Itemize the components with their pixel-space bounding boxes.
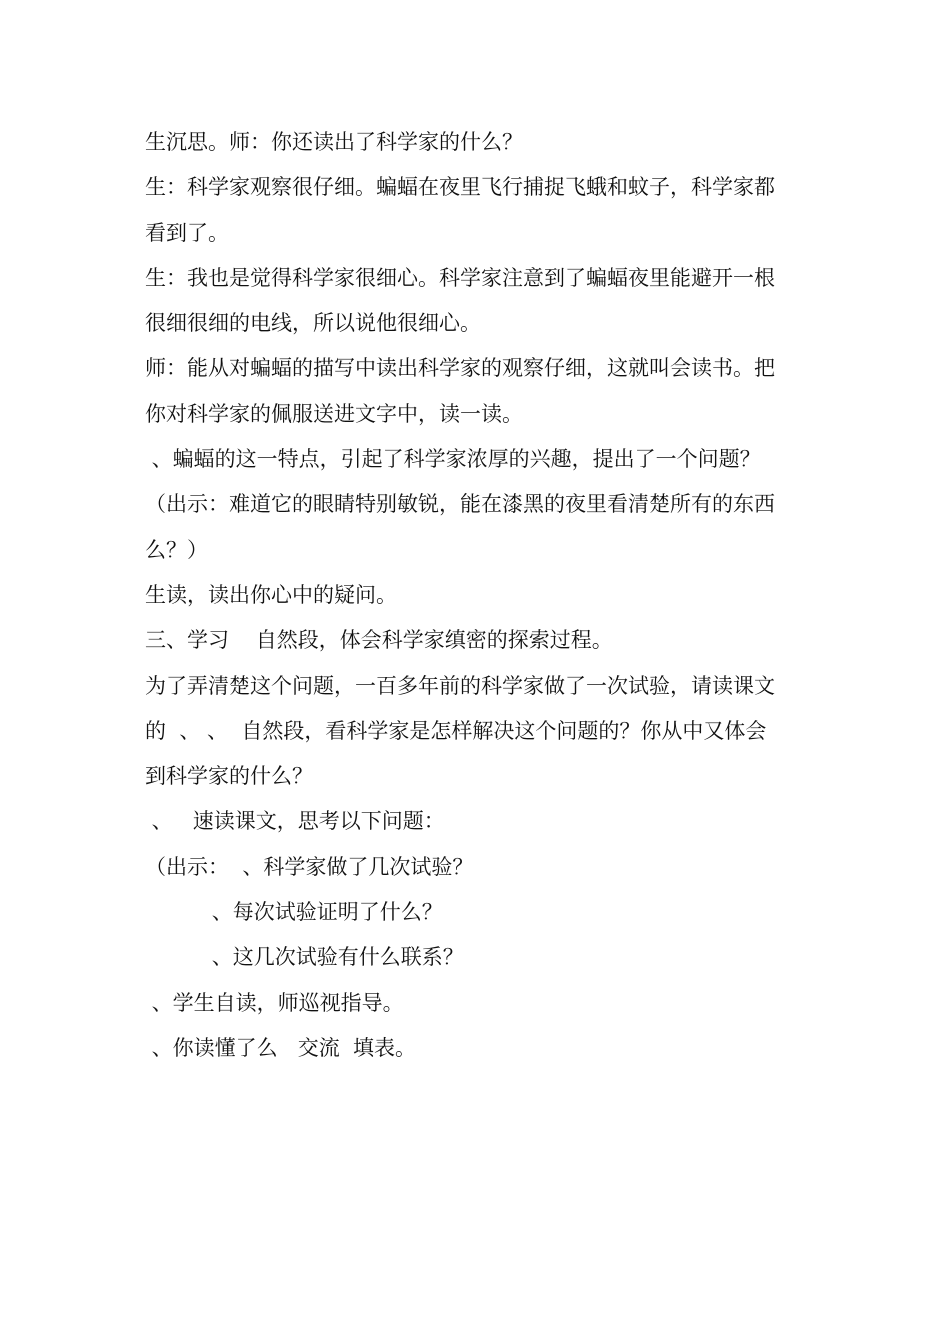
text-line: 很细很细的电线，所以说他很细心。 — [145, 311, 481, 336]
text-line: 到科学家的什么？ — [145, 764, 313, 789]
text-line: 、每次试验证明了什么？ — [145, 900, 443, 925]
text-line: 、学生自读，师巡视指导。 — [145, 990, 404, 1015]
text-line: 师：能从对蝙蝠的描写中读出科学家的观察仔细，这就叫会读书。把 — [145, 356, 775, 381]
text-line: 为了弄清楚这个问题，一百多年前的科学家做了一次试验，请读课文 — [145, 673, 775, 698]
text-line: 、蝙蝠的这一特点，引起了科学家浓厚的兴趣，提出了一个问题？ — [145, 447, 761, 472]
text-line: 生读，读出你心中的疑问。 — [145, 582, 397, 607]
text-line: 、 速读课文，思考以下问题： — [145, 809, 445, 834]
text-line: 么？） — [145, 537, 208, 562]
document-body — [145, 120, 810, 1071]
section-heading: 三、学习 自然段，体会科学家缜密的探索过程。 — [145, 628, 613, 653]
text-line: 生：科学家观察很仔细。蝙蝠在夜里飞行捕捉飞蛾和蚊子，科学家都 — [145, 175, 775, 200]
text-line: 生沉思。师：你还读出了科学家的什么？ — [145, 130, 523, 154]
text-line: 你对科学家的佩服送进文字中，读一读。 — [145, 401, 523, 426]
text-line: 看到了。 — [145, 220, 229, 245]
text-line: 、这几次试验有什么联系？ — [145, 945, 464, 970]
text-line: （出示： 、科学家做了几次试验？ — [145, 854, 474, 879]
text-line: 、你读懂了么 交流 填表。 — [145, 1035, 417, 1060]
text-line: （出示：难道它的眼睛特别敏锐，能在漆黑的夜里看清楚所有的东西 — [145, 492, 775, 517]
text-line: 生：我也是觉得科学家很细心。科学家注意到了蝙蝠夜里能避开一根 — [145, 265, 775, 290]
text-line: 的 、 、 自然段，看科学家是怎样解决这个问题的？你从中又体会 — [145, 718, 767, 743]
